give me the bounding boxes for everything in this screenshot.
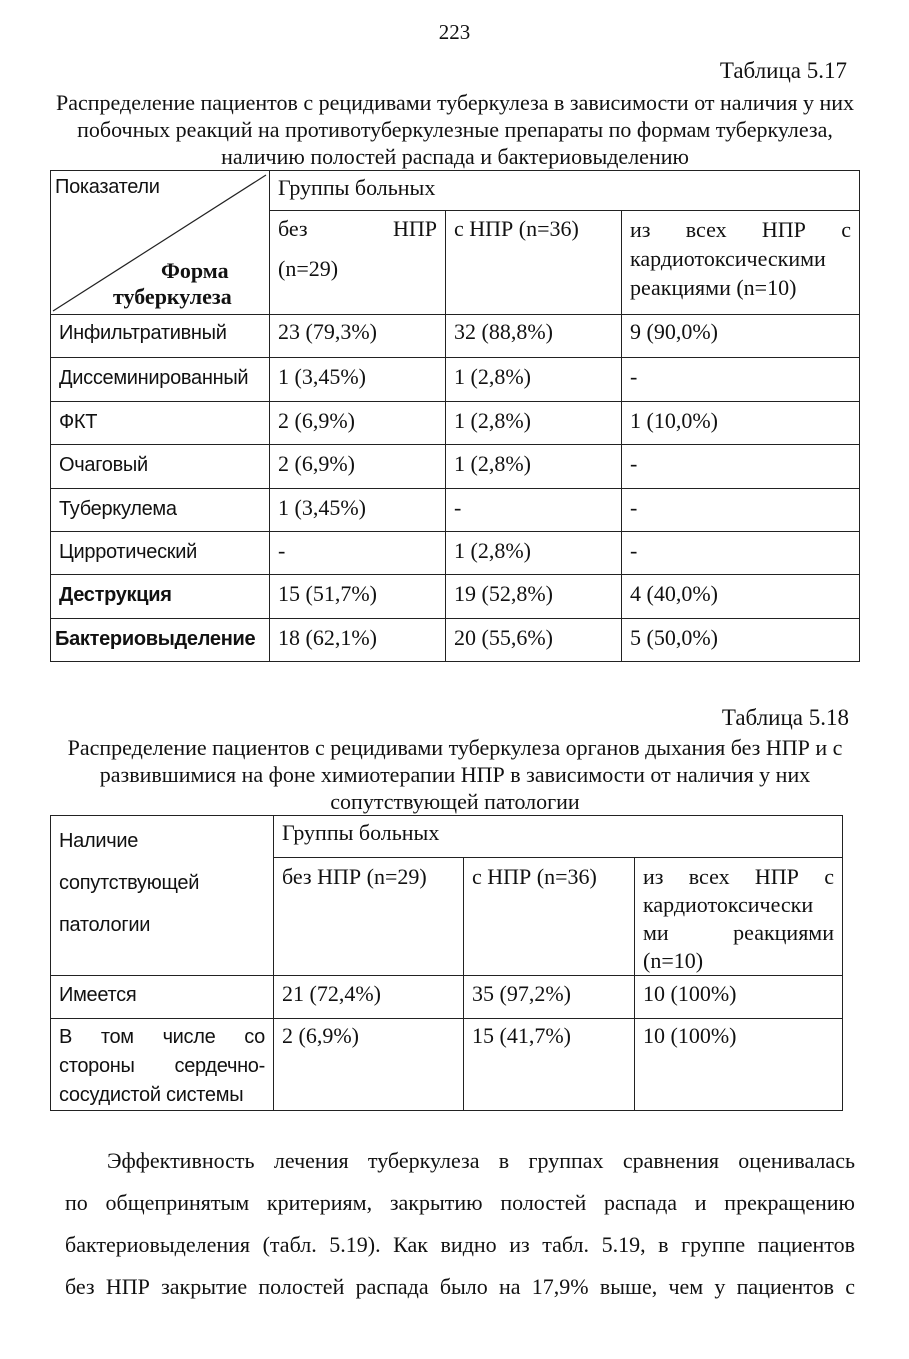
table-cell: 1 (2,8%) <box>446 445 622 489</box>
table-cell: 2 (6,9%) <box>270 402 446 445</box>
row-label: Очаговый <box>51 445 270 489</box>
table-cell: 1 (2,8%) <box>446 358 622 402</box>
table-cell: - <box>622 489 860 532</box>
table-cell: 1 (3,45%) <box>270 489 446 532</box>
column-header-3: из всех НПР с кардиотоксически ми реакциями (n=10) <box>635 858 843 976</box>
table-row <box>51 402 860 445</box>
table-label: Таблица 5.17 <box>719 58 847 83</box>
group-header: Группы больных <box>274 816 843 858</box>
body-paragraph <box>65 1140 855 1308</box>
table-row <box>51 358 860 402</box>
table-cell: 15 (41,7%) <box>464 1019 635 1111</box>
data-table <box>50 815 843 1111</box>
corner-bottom-label-2: туберкулеза <box>113 284 232 309</box>
column-header-2: с НПР (n=36) <box>446 211 622 315</box>
table-cell: 19 (52,8%) <box>446 575 622 619</box>
column-header-2: с НПР (n=36) <box>464 858 635 976</box>
table-cell: 2 (6,9%) <box>274 1019 464 1111</box>
table-title: Распределение пациентов с рецидивами туберкулеза в зависимости от наличия у них побочных реакций на противотуберкулезные препараты по формам туберкулеза, наличию полостей распада и бактериовыделению <box>55 90 854 169</box>
table-row <box>51 315 860 358</box>
table-row <box>51 619 860 662</box>
corner-header-cell <box>51 171 270 315</box>
row-label: Деструкция <box>51 575 270 619</box>
paragraph-line: бактериовыделения (табл. 5.19). Как видно из табл. 5.19, в группе пациентов <box>65 1232 855 1257</box>
table-cell: 1 (10,0%) <box>622 402 860 445</box>
table-row <box>51 575 860 619</box>
row-label: Диссеминированный <box>51 358 270 402</box>
table-row <box>51 489 860 532</box>
table-cell: 10 (100%) <box>635 976 843 1019</box>
table-cell: 32 (88,8%) <box>446 315 622 358</box>
column-header-1: без НПР (n=29) <box>274 858 464 976</box>
column-header-3: из всех НПР с кардиотоксическими реакциями (n=10) <box>622 211 860 315</box>
table-cell: - <box>270 532 446 575</box>
table-cell: 1 (2,8%) <box>446 532 622 575</box>
row-label: Туберкулема <box>51 489 270 532</box>
table-cell: 10 (100%) <box>635 1019 843 1111</box>
paragraph-line: без НПР закрытие полостей распада было на 17,9% выше, чем у пациентов с <box>65 1274 855 1299</box>
row-label: ФКТ <box>51 402 270 445</box>
table-cell: - <box>622 358 860 402</box>
table-cell: 35 (97,2%) <box>464 976 635 1019</box>
table-cell: 18 (62,1%) <box>270 619 446 662</box>
table-cell: 2 (6,9%) <box>270 445 446 489</box>
page-number: 223 <box>438 20 471 44</box>
data-table <box>50 170 860 662</box>
row-label: Имеется <box>51 976 274 1019</box>
table-cell: 1 (3,45%) <box>270 358 446 402</box>
paragraph-line: Эффективность лечения туберкулеза в группах сравнения оценивалась <box>107 1148 855 1173</box>
table-cell: 4 (40,0%) <box>622 575 860 619</box>
table-cell: 15 (51,7%) <box>270 575 446 619</box>
table-cell: 5 (50,0%) <box>622 619 860 662</box>
group-header: Группы больных <box>270 171 860 211</box>
row-label: В том числе со стороны сердечно- сосудистой системы <box>51 1019 274 1111</box>
table-cell: 21 (72,4%) <box>274 976 464 1019</box>
table-cell: - <box>622 532 860 575</box>
paragraph-line: по общепринятым критериям, закрытию полостей распада и прекращению <box>65 1190 855 1215</box>
table-cell: 20 (55,6%) <box>446 619 622 662</box>
row-label: Инфильтративный <box>51 315 270 358</box>
table-row <box>51 1019 843 1111</box>
corner-top-label: Показатели <box>55 176 160 198</box>
table-row <box>51 532 860 575</box>
corner-bottom-label: Форма <box>161 258 229 283</box>
row-header-cell: Наличие сопутствующей патологии <box>51 816 274 976</box>
table-cell: 23 (79,3%) <box>270 315 446 358</box>
row-label: Бактериовыделение <box>51 619 270 662</box>
table-cell: - <box>446 489 622 532</box>
table-title: Распределение пациентов с рецидивами туберкулеза органов дыхания без НПР и с развившимися на фоне химиотерапии НПР в зависимости от наличия у них сопутствующей патологии <box>67 735 843 814</box>
table-row <box>51 445 860 489</box>
table-cell: 1 (2,8%) <box>446 402 622 445</box>
table-row <box>51 976 843 1019</box>
table-cell: - <box>622 445 860 489</box>
table-cell: 9 (90,0%) <box>622 315 860 358</box>
table-label: Таблица 5.18 <box>721 705 849 730</box>
row-label: Цирротический <box>51 532 270 575</box>
column-header-1: без НПР (n=29) <box>270 211 446 315</box>
